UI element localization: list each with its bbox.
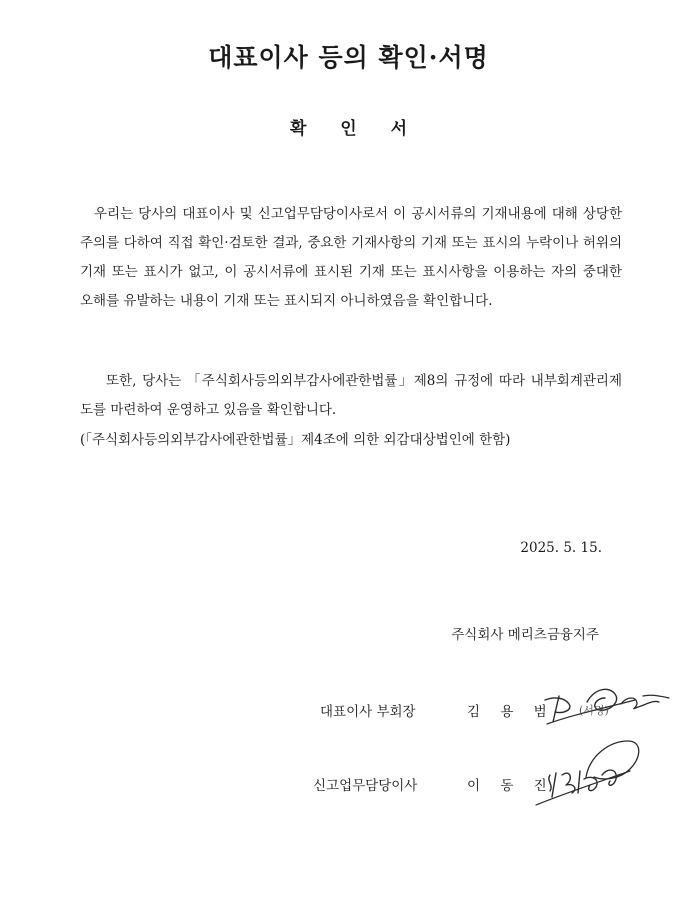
signature-1-handwritten [535, 684, 675, 734]
document-subtitle: 확 인 서 [289, 119, 422, 139]
signature-2-handwritten [530, 735, 650, 810]
applicability-note: (「주식회사등의외부감사에관한법률」제4조에 의한 외감대상법인에 한함) [80, 432, 511, 448]
confirmation-paragraph-2: 또한, 당사는 「주식회사등의외부감사에관한법률」제8의 규정에 따라 내부회계관리제도를 마련하여 운영하고 있음을 확인합니다. [80, 373, 622, 418]
page-title: 대표이사 등의 확인·서명 [208, 43, 489, 72]
signatory-1-title: 대표이사 부회장 [320, 704, 416, 720]
company-name: 주식회사 메리츠금융지주 [451, 627, 599, 643]
svg-text:(서명): (서명) [579, 704, 609, 717]
signatory-2-title: 신고업무담당이사 [313, 778, 418, 794]
document-date: 2025. 5. 15. [520, 540, 602, 556]
confirmation-paragraph-1: 우리는 당사의 대표이사 및 신고업무담당이사로서 이 공시서류의 기재내용에 대해 상당한 주의를 다하여 직접 확인·검토한 결과, 중요한 기재사항의 기재 또는 표시의 누락이나 허위의 기재 또는 표시가 없고, 이 공시서류에 표시된 기재 또는 표시사항을 이용하는 자의 중대한 오해를 유발하는 내용이 기재 또는 표시되지 아니하였음을 확인합니다. [80, 206, 622, 309]
signatory-1-name: 김 용 범 [467, 704, 555, 720]
signatory-2-name: 이 동 진 [467, 778, 555, 794]
